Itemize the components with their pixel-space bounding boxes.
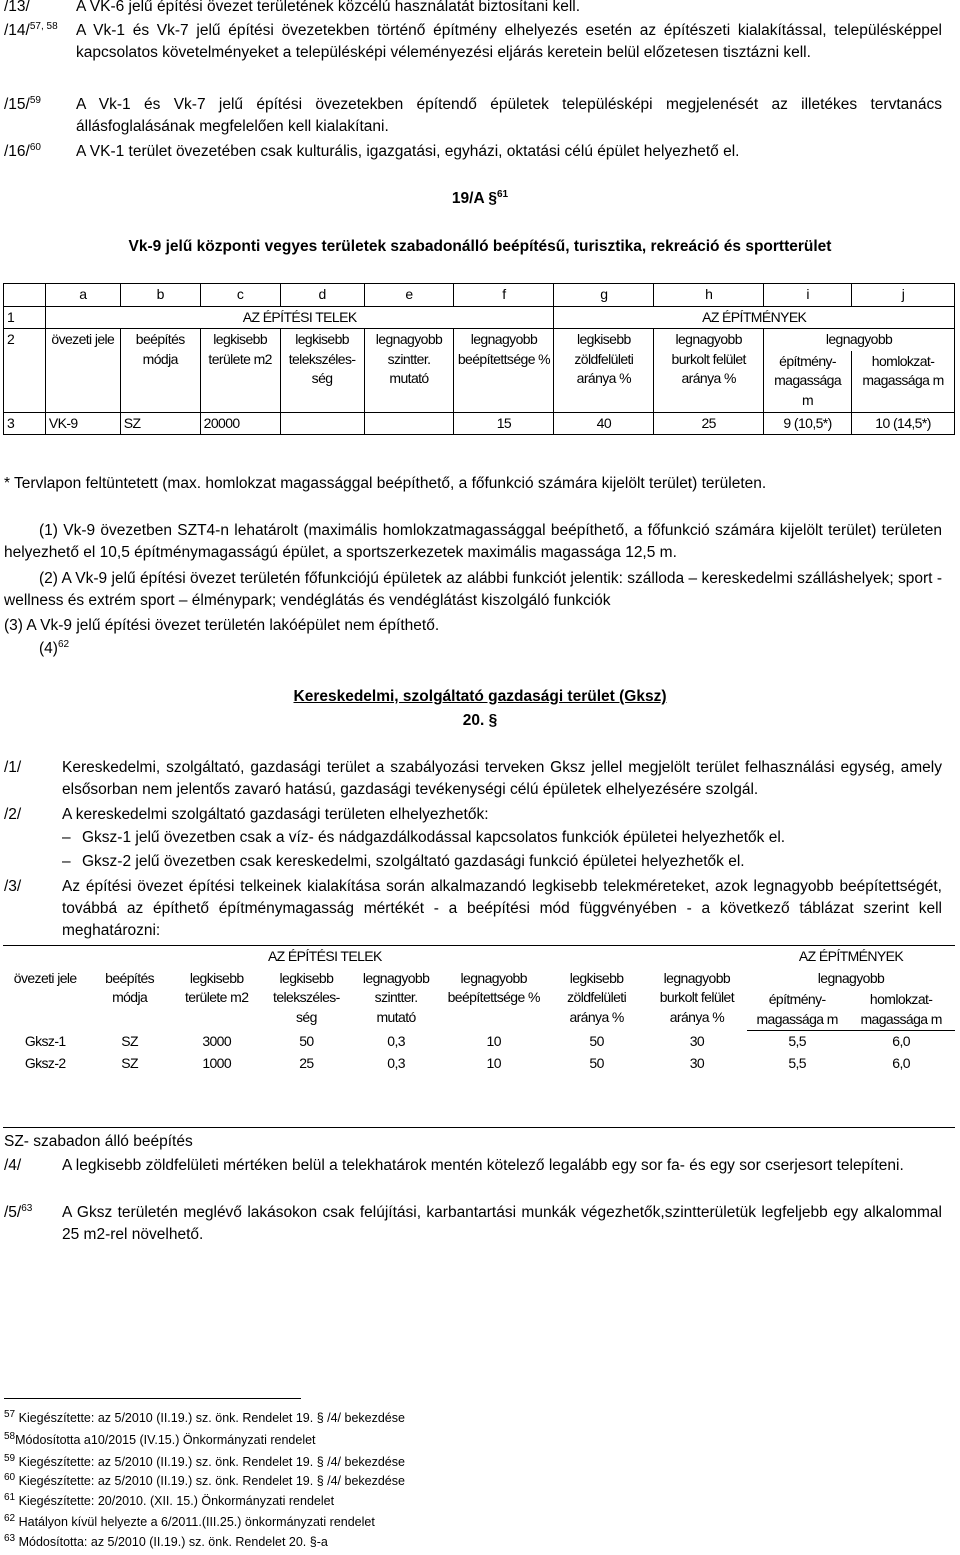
table-cell: 0,3 <box>387 1032 405 1049</box>
group-header-telek: AZ ÉPÍTÉSI TELEK <box>45 306 554 329</box>
column-group-header: legnagyobb <box>817 969 885 986</box>
table-cell: 0,3 <box>387 1054 405 1071</box>
paragraph-text: (1) Vk-9 övezetben SZT4-n lehatárolt (maximális homlokzatmagassággal beépíthető, a főfunkció számára kijelölt terület) területen helyezhető el 10,5 építménymagasságú épület, a sportszerkezetek maximális magassága 12,5 m. <box>4 522 942 561</box>
list-item: – Gksz-1 jelű övezetben csak a víz- és nádgazdálkodással kapcsolatos funkciók épületei helyezhetők el. <box>62 829 786 846</box>
footnote: $^{60}$ Kiegészítette: az 5/2010 (II.19.) sz. önk. Rendelet 19. § /4/ bekezdése <box>4 1471 405 1488</box>
column-group-header: legnagyobb <box>764 329 955 351</box>
column-header: legkisebb területe m2 <box>184 969 249 1006</box>
table-cell: SZ <box>120 412 200 435</box>
column-header: legnagyobb szintter. mutató <box>362 969 430 1025</box>
table-row <box>4 412 955 435</box>
footnote: $^{62}$ Hatályon kívül helyezte a 6/2011.(III.25.) önkormányzati rendelet <box>4 1512 375 1529</box>
item-number: /2/ <box>4 806 22 823</box>
table-cell: 5,5 <box>788 1054 806 1071</box>
column-letter: j <box>852 284 955 307</box>
row-number: 3 <box>4 412 46 435</box>
section-20-title: Kereskedelmi, szolgáltató gazdasági terület (Gksz) <box>293 688 667 705</box>
table-cell: 20000 <box>200 412 280 435</box>
column-header: legnagyobb beépítettsége % <box>447 969 540 1006</box>
column-header: homlokzat-magassága m <box>852 351 955 412</box>
note-text: SZ- szabadon álló beépítés <box>4 1133 193 1150</box>
column-header: építmény-magassága m <box>747 989 847 1031</box>
column-header: beépítés módja <box>120 329 200 412</box>
column-letter: i <box>764 284 852 307</box>
section-20-number: 20. § <box>462 712 498 729</box>
column-header: legkisebb telekszéles-ség <box>280 329 364 412</box>
column-header: övezeti jele <box>13 969 77 986</box>
item-number: /1/ <box>4 759 22 776</box>
item-text: A Vk-1 és Vk-7 jelű építési övezetekben építendő épületek településképi megjelenését az illetékes tervtanács állásfoglalásának megfelelően kell kialakítani. <box>76 96 942 135</box>
paragraph-text: (3) A Vk-9 jelű építési övezet területén lakóépület nem építhető. <box>4 617 440 634</box>
table-cell: 25 <box>654 412 764 435</box>
footnote: $^{61}$ Kiegészítette: 20/2010. (XII. 15.) Önkormányzati rendelet <box>4 1491 335 1508</box>
section-19a-title: Vk-9 jelű központi vegyes területek szabadonálló beépítésű, turisztika, rekreáció és sportterület <box>128 238 832 255</box>
column-header: övezeti jele <box>45 329 120 412</box>
column-letter: d <box>280 284 364 307</box>
table-row <box>3 946 955 968</box>
item-number: /13/ <box>4 0 30 15</box>
footnote: $^{57}$ Kiegészítette: az 5/2010 (II.19.) sz. önk. Rendelet 19. § /4/ bekezdése <box>4 1408 405 1425</box>
table-cell: SZ <box>121 1032 138 1049</box>
table-cell: 50 <box>589 1032 604 1049</box>
table-cell: 9 (10,5*) <box>764 412 852 435</box>
column-letter: c <box>200 284 280 307</box>
table-cell: VK-9 <box>45 412 120 435</box>
column-letter: h <box>654 284 764 307</box>
table-cell: 5,5 <box>788 1033 806 1050</box>
table-cell: 1000 <box>202 1054 232 1071</box>
item-number: /14/$^{57, 58}$ <box>4 20 58 39</box>
table-cell: 3000 <box>202 1032 232 1049</box>
table-row <box>4 329 955 351</box>
column-header: homlokzat-magassága m <box>847 989 955 1031</box>
table-cell: 10 <box>486 1054 501 1071</box>
group-header-epitmeny: AZ ÉPÍTMÉNYEK <box>798 948 904 964</box>
item-text: A Gksz területén meglévő lakásokon csak felújítási, karbantartási munkák végezhetők,szintterületük legfeljebb egy alkalommal 25 m2-rel növelhető. <box>62 1204 942 1243</box>
table-cell: SZ <box>121 1054 138 1071</box>
item-number: /16/$^{60}$ <box>4 141 41 160</box>
table-cell: Gksz-1 <box>24 1032 66 1049</box>
group-header-telek: AZ ÉPÍTÉSI TELEK <box>267 948 382 964</box>
table-cell: 40 <box>554 412 654 435</box>
table-cell: 50 <box>589 1054 604 1071</box>
item-text: A VK-6 jelű építési övezet területének közcélú használatát biztosítani kell. <box>76 0 581 15</box>
list-item: – Gksz-2 jelű övezetben csak kereskedelmi, szolgáltató gazdasági funkció épületei helyezhetők el. <box>62 853 745 870</box>
footnote: $^{59}$ Kiegészítette: az 5/2010 (II.19.) sz. önk. Rendelet 19. § /4/ bekezdése <box>4 1452 405 1469</box>
item-number: /5/$^{63}$ <box>4 1202 33 1221</box>
table-row <box>4 284 955 307</box>
footnote: $^{63}$ Módosította: az 5/2010 (II.19.) sz. önk. Rendelet 20. §-a <box>4 1532 328 1549</box>
table-cell: 30 <box>689 1054 705 1071</box>
vk9-table <box>3 283 955 435</box>
column-letter: b <box>120 284 200 307</box>
column-letter: g <box>554 284 654 307</box>
gksz-table <box>3 945 955 1075</box>
item-number: /4/ <box>4 1157 22 1174</box>
item-text: Az építési övezet építési telkeinek kialakítása során alkalmazandó legkisebb telekméreteket, azok legnagyobb beépítettségét, továbbá az építhető építménymagasság mértékét - a beépítési mód függvényében - a következő táblázat szerint kell meghatározni: <box>62 878 942 939</box>
paragraph-text: (2) A Vk-9 jelű építési övezet területén főfunkciójú épületek az alábbi funkciót jelentik: szálloda – kereskedelmi szálláshelyek; sport - wellness és extrém sport – élménypark; vendéglátás és vendéglátást kiszolgáló funkciók <box>4 570 942 609</box>
table-cell: 6,0 <box>892 1033 910 1050</box>
section-19a-heading: 19/A §$^{61}$ <box>451 188 509 207</box>
row-number: 2 <box>4 329 46 412</box>
column-header: legnagyobb burkolt felület aránya % <box>659 969 735 1025</box>
table-cell <box>364 412 454 435</box>
column-header: legnagyobb beépítettsége % <box>454 329 554 412</box>
item-text: A Vk-1 és Vk-7 jelű építési övezetekben történő építmény elhelyezés esetén az építészeti kialakítással, településképpel kapcsolatos követelményeket a településképi véleményezési eljárás keretein belül előzetesen tisztázni kell. <box>76 22 942 61</box>
table-cell: 6,0 <box>892 1054 910 1071</box>
column-header: legkisebb zöldfelületi aránya % <box>554 329 654 412</box>
table-cell <box>280 412 364 435</box>
table-row <box>3 1053 955 1075</box>
item-text: A kereskedelmi szolgáltató gazdasági területen elhelyezhetők: <box>62 806 489 823</box>
table-row <box>3 1031 955 1053</box>
table-row <box>4 306 955 329</box>
column-header: építmény-magassága m <box>764 351 852 412</box>
column-header: legkisebb telekszéles-ség <box>273 969 340 1025</box>
table-bottom-rule <box>3 1127 955 1128</box>
column-header: legnagyobb burkolt felület aránya % <box>654 329 764 412</box>
table-cell: Gksz-2 <box>24 1054 66 1071</box>
table-cell: 10 <box>486 1032 501 1049</box>
item-number: /3/ <box>4 878 22 895</box>
paragraph-text: $(4)^{62}$ <box>39 638 70 657</box>
column-header: legnagyobb szintter. mutató <box>364 329 454 412</box>
column-header: legkisebb területe m2 <box>200 329 280 412</box>
column-letter: f <box>454 284 554 307</box>
column-letter: a <box>45 284 120 307</box>
table-cell: 15 <box>454 412 554 435</box>
table-row <box>3 968 955 990</box>
item-text: A legkisebb zöldfelületi mértéken belül a telekhatárok mentén kötelező legalább egy sor fa- és egy sor cserjesort telepíteni. <box>62 1157 904 1174</box>
table-cell: 50 <box>299 1032 314 1049</box>
item-text: A VK-1 terület övezetében csak kulturális, igazgatási, egyházi, oktatási célú épület helyezhető el. <box>76 143 740 160</box>
column-header: beépítés módja <box>105 969 155 1006</box>
column-header: legkisebb zöldfelületi aránya % <box>567 969 627 1025</box>
row-number: 1 <box>4 306 46 329</box>
group-header-epitmeny: AZ ÉPÍTMÉNYEK <box>554 306 955 329</box>
table-cell: 30 <box>689 1032 705 1049</box>
note-text: * Tervlapon feltüntetett (max. homlokzat magassággal beépíthető, a főfunkció számára kijelölt terület) területen. <box>4 475 767 492</box>
column-letter: e <box>364 284 454 307</box>
footnote: $^{58}$Módosította a10/2015 (IV.15.) Önkormányzati rendelet <box>4 1430 316 1447</box>
table-cell: 10 (14,5*) <box>852 412 955 435</box>
item-text: Kereskedelmi, szolgáltató, gazdasági terület a szabályozási terveken Gksz jellel megjelölt terület felhasználási egység, amely elsősorban nem jelentős zavaró hatású, gazdasági tevékenységi célú épületek elhelyezésére szolgál. <box>62 759 942 798</box>
footnote-rule <box>4 1398 301 1399</box>
item-number: /15/$^{59}$ <box>4 94 41 113</box>
table-cell: 25 <box>299 1054 314 1071</box>
